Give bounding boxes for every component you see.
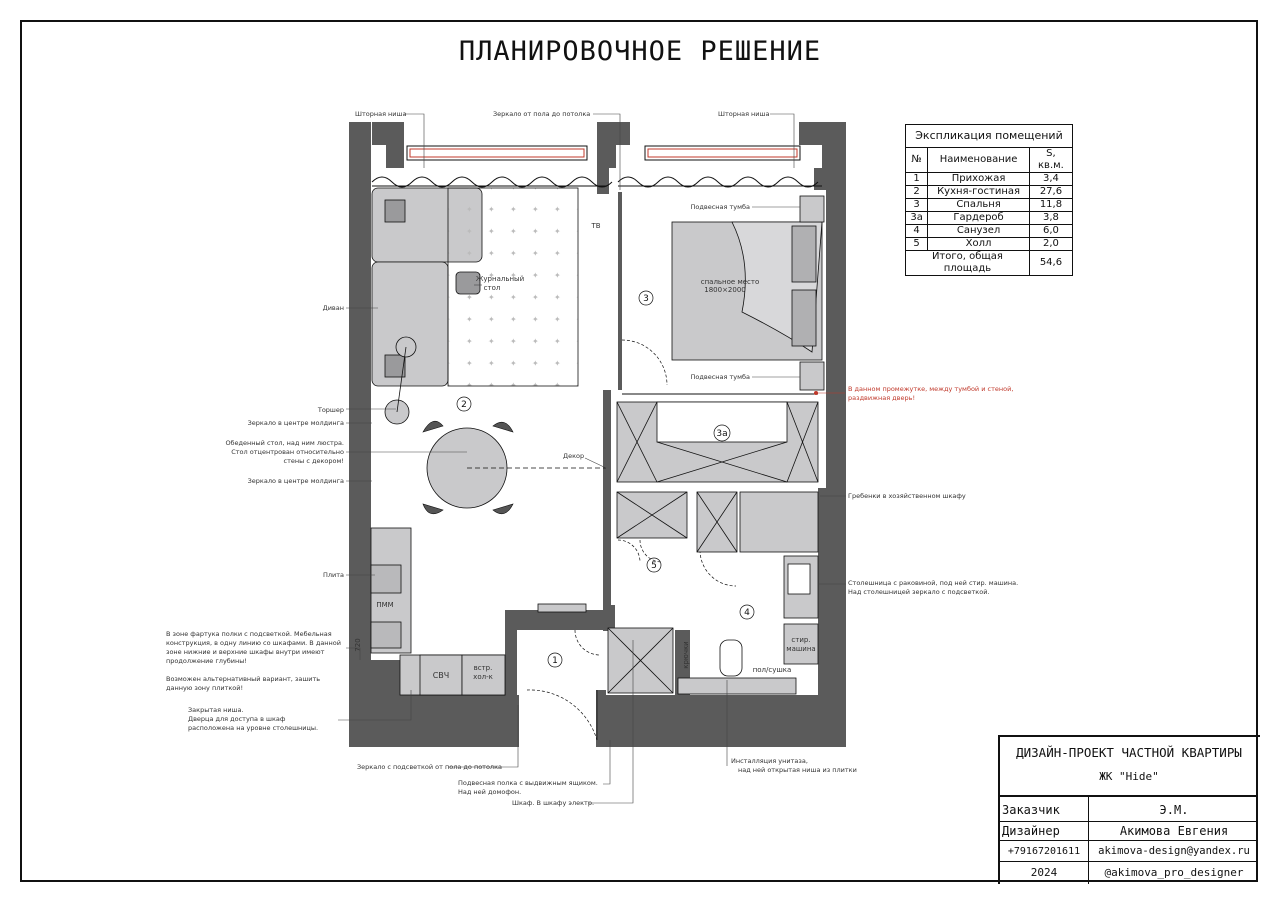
row-num: 3а [906, 212, 928, 225]
annotation-mirror-molding-2: Зеркало в центре молдинга [247, 477, 344, 485]
row-name: Гардероб [928, 212, 1030, 225]
annotation-apron-6: данную зону плиткой! [166, 684, 244, 692]
tv-label: ТВ [591, 222, 601, 230]
room-number-4: 4 [744, 608, 750, 618]
row-area: 11,8 [1029, 199, 1072, 212]
annotation-mirror-molding-1: Зеркало в центре молдинга [247, 419, 344, 427]
fridge-label-2: хол-к [473, 673, 493, 681]
annotation-niche-3: расположена на уровне столешницы. [188, 724, 319, 732]
annotation-niche-2: Дверца для доступа в шкаф [188, 715, 286, 723]
row-name: Холл [928, 238, 1030, 251]
explication-header-name: Наименование [928, 148, 1030, 173]
room-number-5: 5 [651, 561, 657, 571]
annotation-shelf-2: Над ней домофон. [458, 788, 522, 796]
room-number-3: 3 [643, 294, 649, 304]
annotation-sofa: Диван [322, 304, 344, 312]
annotation-bedside-top: Подвесная тумба [690, 203, 750, 211]
row-num: 3 [906, 199, 928, 212]
stamp-designer-label: Дизайнер [1002, 824, 1060, 838]
washer-label-2: машина [786, 645, 816, 653]
annotation-stove: Плита [322, 571, 344, 579]
bed-label: спальное место [700, 278, 760, 286]
stamp-project: ДИЗАЙН-ПРОЕКТ ЧАСТНОЙ КВАРТИРЫ [1016, 744, 1242, 760]
explication-header-area: S, кв.м. [1029, 148, 1072, 173]
annotation-toilet-1: Инсталляция унитаза, [731, 757, 808, 765]
fridge-label: встр. [473, 664, 493, 672]
room-number-1: 1 [552, 656, 558, 666]
room-number-3a: 3а [716, 429, 728, 439]
row-area: 2,0 [1029, 238, 1072, 251]
annotation-decor: Декор [563, 452, 585, 460]
table-row [906, 212, 1073, 225]
coffee-table-label: Журнальный [475, 275, 525, 283]
annotation-curtain-right: Шторная ниша [718, 110, 770, 118]
table-row [906, 173, 1073, 186]
hooks-label: крючки [682, 641, 690, 669]
table-row [906, 199, 1073, 212]
row-area: 3,4 [1029, 173, 1072, 186]
bedside-table-bottom [800, 362, 824, 390]
stamp-email: akimova-design@yandex.ru [1098, 845, 1250, 857]
annotation-wardrobe: Шкаф. В шкафу электр. [512, 799, 595, 807]
dishwasher-label: ПММ [376, 601, 394, 609]
washer-label: стир. [791, 636, 811, 644]
row-name: Санузел [928, 225, 1030, 238]
table-row [906, 238, 1073, 251]
annotation-shelf-1: Подвесная полка с выдвижным ящиком. [458, 779, 598, 787]
total-row [906, 251, 1073, 276]
annotation-sliding-2: раздвижная дверь! [848, 394, 916, 402]
annotation-counter-1: Столешница с раковиной, под ней стир. машина. [848, 579, 1019, 587]
table-row [906, 186, 1073, 199]
stamp-phone: +79167201611 [1007, 845, 1081, 857]
annotation-dining-3: стены с декором! [283, 457, 344, 465]
annotation-floor-lamp: Торшер [317, 406, 344, 414]
annotation-bedside-bottom: Подвесная тумба [690, 373, 750, 381]
stamp-client-value: Э.М. [1159, 803, 1189, 817]
annotation-sliding-1: В данном промежутке, между тумбой и стеной, [848, 385, 1014, 393]
row-area: 3,8 [1029, 212, 1072, 225]
stamp-complex: ЖК "Hide" [1099, 769, 1159, 783]
explication-caption: Экспликация помещений [906, 125, 1073, 148]
annotation-counter-2: Над столешницей зеркало с подсветкой. [848, 588, 990, 596]
total-value: 54,6 [1029, 251, 1072, 276]
stamp-designer-value: Акимова Евгения [1119, 824, 1229, 838]
dim-720-label: 720 [354, 638, 362, 652]
annotation-niche-1: Закрытая ниша. [188, 706, 244, 714]
stamp-client-label: Заказчик [1002, 803, 1060, 817]
annotation-apron-3: зоне нижние и верхние шкафы внутри имеют [166, 648, 325, 656]
microwave-label: СВЧ [432, 671, 450, 680]
explication-table [905, 124, 1073, 276]
row-name: Прихожая [928, 173, 1030, 186]
page-title: ПЛАНИРОВОЧНОЕ РЕШЕНИЕ [458, 36, 822, 67]
bed [672, 222, 822, 360]
row-num: 4 [906, 225, 928, 238]
row-name: Кухня-гостиная [928, 186, 1030, 199]
annotation-combs: Гребенки в хозяйственном шкафу [848, 492, 966, 500]
stamp-year: 2024 [1030, 865, 1058, 879]
title-block [998, 735, 1260, 884]
bedside-table-top [800, 196, 824, 222]
table-row [906, 225, 1073, 238]
coffee-table-label-2: стол [483, 284, 501, 292]
total-label: Итого, общая площадь [906, 251, 1030, 276]
annotation-apron-5: Возможен альтернативный вариант, зашить [166, 675, 321, 683]
annotation-entrance-mirror: Зеркало с подсветкой от пола до потолка [357, 763, 502, 771]
bed-size-label: 1800×2000 [704, 286, 746, 294]
row-name: Спальня [928, 199, 1030, 212]
annotation-mirror-top: Зеркало от пола до потолка [493, 110, 591, 118]
room-number-2: 2 [461, 400, 467, 410]
annotation-apron-4: продолжение глубины! [166, 657, 248, 665]
explication-header-num: № [906, 148, 928, 173]
annotation-dining-2: Стол отцентрован относительно [231, 448, 344, 456]
annotation-apron-1: В зоне фартука полки с подсветкой. Мебельная [166, 630, 332, 638]
annotation-toilet-2: над ней открытая ниша из плитки [738, 766, 857, 774]
annotation-dining-1: Обеденный стол, над ним люстра. [225, 439, 344, 447]
row-num: 1 [906, 173, 928, 186]
row-num: 2 [906, 186, 928, 199]
row-area: 27,6 [1029, 186, 1072, 199]
row-num: 5 [906, 238, 928, 251]
row-area: 6,0 [1029, 225, 1072, 238]
stamp-handle: @akimova_pro_designer [1104, 865, 1244, 879]
annotation-curtain-left: Шторная ниша [355, 110, 407, 118]
annotation-apron-2: конструкция, в одну линию со шкафами. В данной [166, 639, 342, 647]
floor-dryer-label: пол/сушка [752, 666, 792, 674]
